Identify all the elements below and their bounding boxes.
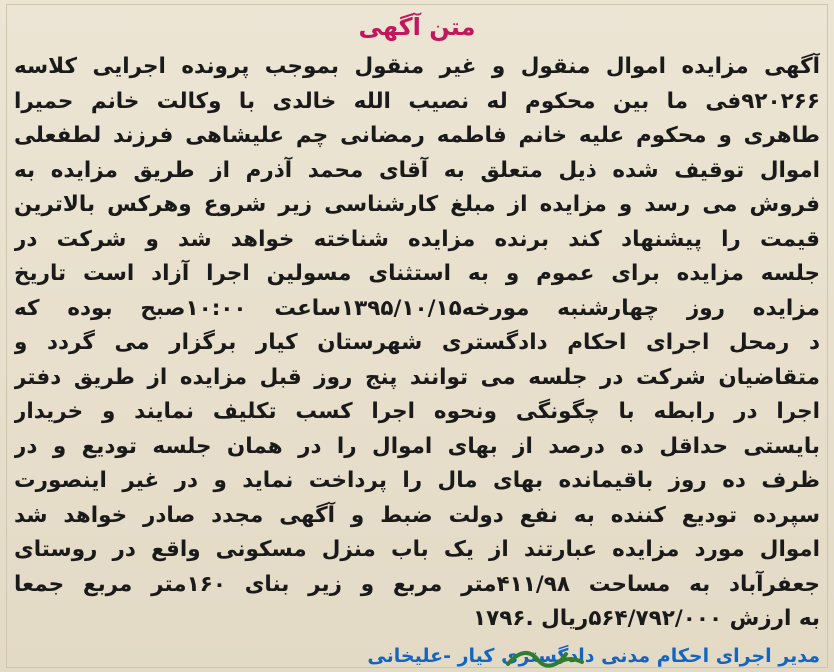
signature-stroke-icon [500,644,590,670]
notice-line: بایستی حداقل ده درصد از بهای اموال را در همان جلسه تودیع و در [14,433,820,459]
notice-line: قیمت را پیشنهاد کند برنده مزایده شناخته خواهد شد و شرکت در [14,226,820,252]
notice-signature: مدیر اجرای احکام مدنی دادگستری کیار -علیخانی [367,644,820,667]
notice-line: ۹۲۰۲۶۶فی ما بین محکوم له نصیب الله خالدی با وکالت خانم حمیرا [14,88,820,114]
notice-line: اموال توقیف شده ذیل متعلق به آقای محمد آذرم از طریق مزایده به [14,157,820,183]
notice-title: متن آگهی [358,13,476,41]
notice-line: آگهی مزایده اموال منقول و غیر منقول بموجب پرونده اجرایی کلاسه [14,54,820,79]
notice-line: سپرده تودیع کننده به نفع دولت ضبط و آگهی مجدد صادر خواهد شد [14,502,820,528]
notice-line: مزایده روز چهارشنبه مورخه۱۳۹۵/۱۰/۱۵ساعت ۱۰:۰۰صبح بوده که [14,295,820,321]
notice-line: جعفرآباد به مساحت ۴۱۱/۹۸متر مربع و زیر بنای ۱۶۰متر مربع جمعا [14,571,820,597]
notice-line: جلسه مزایده برای عموم و به استثنای مسولین اجرا آزاد است تاریخ [14,261,820,286]
notice-line: متقاضیان شرکت در جلسه می توانند پنج روز قبل مزایده از طریق دفتر [14,364,820,390]
notice-line: به ارزش ۵۶۴/۷۹۲/۰۰۰ریال .۱۷۹۶ [472,606,820,631]
notice-line: د رمحل اجرای احکام دادگستری شهرستان کیار برگزار می گردد و [14,330,820,355]
notice-line: اجرا در رابطه با چگونگی ونحوه اجرا کسب تکلیف نمایند و خریدار [14,399,820,424]
notice-line: طاهری و محکوم علیه خانم فاطمه رمضانی چم علیشاهی فرزند لطفعلی [14,123,820,148]
notice-line: اموال مورد مزایده عبارتند از یک باب منزل مسکونی واقع در روستای [14,537,820,562]
notice-body [14,50,820,637]
notice-line: ظرف ده روز باقیمانده بهای مال را پرداخت نماید و در غیر اینصورت [14,468,820,493]
notice-line: فروش می رسد و مزایده از مبلغ کارشناسی زیر شروع وهرکس بالاترین [14,192,820,217]
